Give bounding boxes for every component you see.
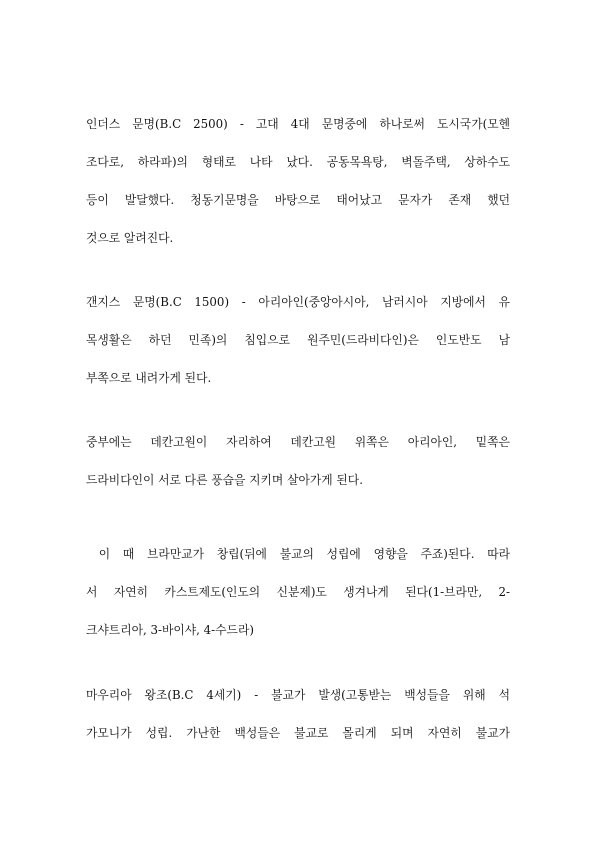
text-line: 인더스 문명(B.C 2500) - 고대 4대 문명중에 하나로써 도시국가(모헨 <box>86 117 510 131</box>
text-line: 목생활은 하던 민족)의 침입으로 원주민(드라비다인)은 인도반도 남 <box>86 333 510 347</box>
text-line: 등이 발달했다. 청동기문명을 바탕으로 태어났고 문자가 존재 했던 <box>86 193 510 207</box>
paragraph-brahmanism <box>86 545 510 659</box>
text-line: 이 때 브라만교가 창립(뒤에 불교의 성립에 영향을 주죠)된다. 따라 <box>86 547 510 561</box>
text-line: 드라비다인이 서로 다른 풍습을 지키며 살아가게 된다. <box>86 473 363 487</box>
text-line: 조다로, 하라파)의 형태로 나타 났다. 공동목욕탕, 벽돌주택, 상하수도 <box>86 155 510 169</box>
text-line: 갠지스 문명(B.C 1500) - 아리아인(중앙아시아, 남러시아 지방에서 유 <box>86 295 510 309</box>
text-line: 마우리아 왕조(B.C 4세기) - 불교가 발생(고통받는 백성들을 위해 석 <box>86 688 510 702</box>
text-line: 가모니가 성립. 가난한 백성들은 불교로 몰리게 되며 자연히 불교가 <box>86 726 510 740</box>
text-line: 서 자연히 카스트제도(인도의 신분제)도 생겨나게 된다(1-브라만, 2- <box>86 585 510 599</box>
paragraph-ganges-civilization <box>86 293 510 407</box>
paragraph-deccan-plateau <box>86 433 510 509</box>
text-line: 것으로 알려진다. <box>86 231 174 245</box>
paragraph-maurya-dynasty <box>86 686 510 762</box>
paragraph-indus-civilization <box>86 115 510 267</box>
text-line: 크샤트리아, 3-바이샤, 4-수드라) <box>86 623 254 637</box>
text-line: 중부에는 데칸고원이 자리하여 데칸고원 위쪽은 아리아인, 밑쪽은 <box>86 435 510 449</box>
text-line: 부쪽으로 내려가게 된다. <box>86 371 212 385</box>
